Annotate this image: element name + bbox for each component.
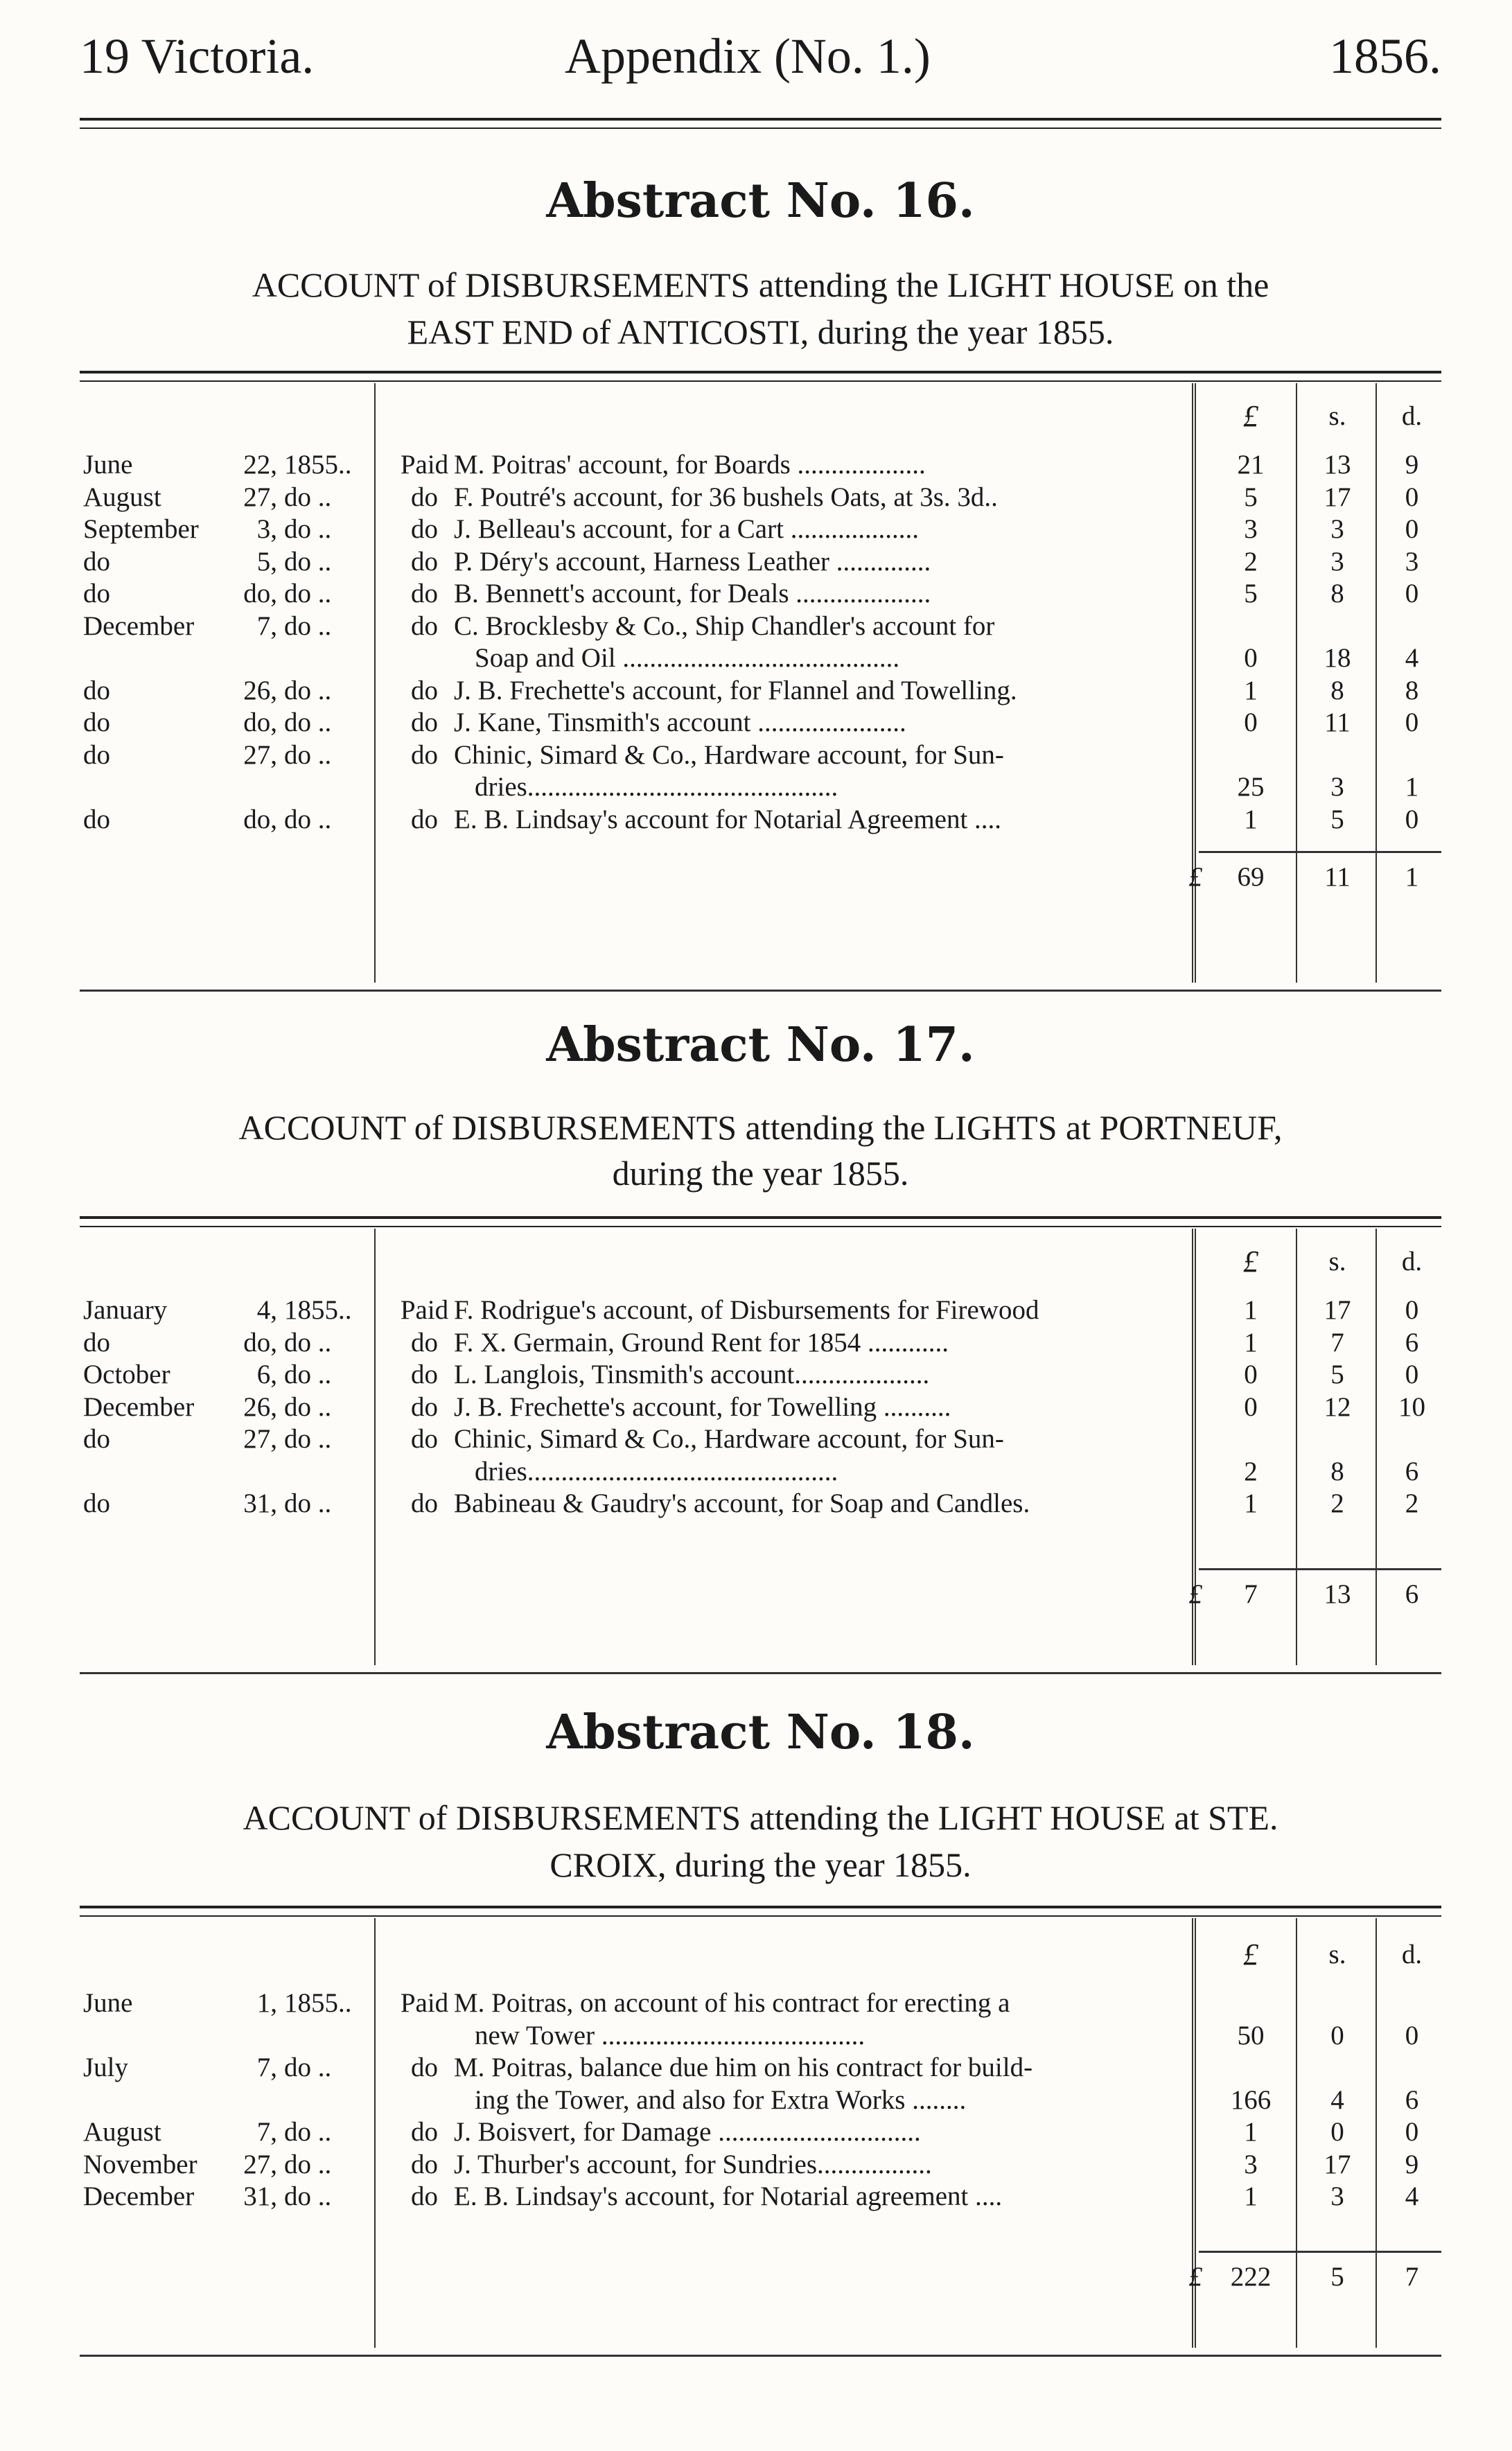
- amount-shillings: 3: [1330, 514, 1344, 544]
- amount-pounds: 1: [1244, 2181, 1258, 2211]
- amount-pounds: 1: [1244, 804, 1258, 834]
- amount-pounds: 166: [1230, 2084, 1272, 2115]
- amount-shillings: 8: [1330, 579, 1344, 608]
- amount-pence: 4: [1405, 2181, 1419, 2211]
- entry-description-continued: new Tower .......................................: [475, 2020, 865, 2050]
- entry-description: J. B. Frechette's account, for Flannel and Towelling.: [454, 675, 1017, 705]
- date-day: 4,: [256, 1295, 277, 1325]
- amount-pence: 0: [1405, 2020, 1419, 2050]
- date-year: 1855..: [284, 450, 352, 480]
- entry-description: B. Bennett's account, for Deals ....................: [454, 579, 931, 608]
- date-month: August: [83, 2117, 161, 2147]
- amount-pounds: 5: [1244, 482, 1258, 512]
- pounds-header: £: [1243, 399, 1258, 433]
- entry-description-continued: ing the Tower, and also for Extra Works ........: [475, 2084, 967, 2115]
- date-year: do ..: [284, 1360, 332, 1389]
- total-shillings: 5: [1330, 2262, 1344, 2292]
- amount-pence: 1: [1405, 772, 1419, 802]
- amount-pence: 0: [1405, 708, 1419, 737]
- entry-description: Chinic, Simard & Co., Hardware account, for Sun-: [454, 739, 1004, 770]
- entry-description: J. Belleau's account, for a Cart ...................: [454, 514, 919, 544]
- header-appendix: Appendix (No. 1.): [565, 28, 931, 84]
- date-year: do ..: [284, 739, 332, 770]
- amount-pounds: 1: [1244, 675, 1258, 705]
- amount-pence: 8: [1405, 675, 1419, 705]
- amount-pence: 0: [1405, 804, 1419, 834]
- pounds-header: £: [1243, 1938, 1258, 1971]
- date-day: do,: [243, 804, 277, 834]
- table-bottom-rule: [80, 1672, 1441, 1674]
- amount-pence: 0: [1405, 1360, 1419, 1389]
- paid-marker: do: [411, 739, 438, 770]
- date-day: 27,: [243, 482, 277, 512]
- amount-pence: 0: [1405, 482, 1419, 512]
- page-header: [80, 28, 1441, 90]
- date-day: 26,: [243, 1391, 277, 1422]
- date-month: do: [83, 1488, 110, 1518]
- amount-shillings: 0: [1330, 2020, 1344, 2050]
- abstract-title: Abstract No. 17.: [546, 1017, 975, 1073]
- entry-description: J. Kane, Tinsmith's account ......................: [454, 708, 906, 737]
- pounds-header: £: [1243, 1245, 1258, 1279]
- total-shillings: 11: [1324, 862, 1351, 892]
- amount-pounds: 3: [1244, 514, 1258, 544]
- amount-pence: 0: [1405, 514, 1419, 544]
- date-month: do: [83, 579, 110, 608]
- date-year: do ..: [284, 2053, 332, 2082]
- paid-marker: do: [411, 1360, 438, 1389]
- amount-pounds: 25: [1237, 772, 1265, 802]
- amount-pounds: 1: [1244, 1295, 1258, 1325]
- amount-pence: 0: [1405, 2117, 1419, 2147]
- amount-shillings: 18: [1324, 643, 1351, 673]
- date-year: do ..: [284, 1327, 332, 1358]
- date-day: do,: [243, 1327, 277, 1358]
- entry-description: L. Langlois, Tinsmith's account....................: [454, 1360, 930, 1389]
- date-year: 1855..: [284, 1988, 352, 2018]
- amount-pounds: 0: [1244, 643, 1258, 673]
- paid-marker: do: [411, 579, 438, 608]
- date-day: 1,: [256, 1988, 277, 2018]
- total-separator: [1199, 2251, 1441, 2253]
- table-bottom-rule: [80, 990, 1441, 992]
- amount-pence: 6: [1405, 1327, 1419, 1358]
- entry-description: C. Brocklesby & Co., Ship Chandler's account for: [454, 610, 995, 641]
- date-year: do ..: [284, 675, 332, 705]
- amount-shillings: 7: [1330, 1327, 1344, 1358]
- entry-description: P. Déry's account, Harness Leather ..............: [454, 546, 931, 577]
- date-year: do ..: [284, 579, 332, 608]
- date-day: 6,: [256, 1360, 277, 1389]
- date-day: 26,: [243, 675, 277, 705]
- total-shillings: 13: [1324, 1579, 1351, 1609]
- paid-marker: do: [411, 675, 438, 705]
- paid-marker: do: [411, 708, 438, 737]
- abstract-description-line2: EAST END of ANTICOSTI, during the year 1855.: [407, 313, 1114, 351]
- date-year: do ..: [284, 2149, 332, 2179]
- paid-marker: Paid: [400, 1988, 449, 2018]
- entry-description-continued: dries..............................................: [475, 772, 838, 802]
- paid-marker: do: [411, 610, 438, 641]
- date-month: August: [83, 482, 161, 512]
- column-divider: [1296, 383, 1297, 983]
- date-day: 3,: [256, 514, 277, 544]
- date-day: do,: [243, 579, 277, 608]
- date-day: do,: [243, 708, 277, 737]
- amount-shillings: 17: [1324, 1295, 1351, 1325]
- abstract-description-line1: ACCOUNT of DISBURSEMENTS attending the LIGHT HOUSE on the: [252, 265, 1269, 304]
- date-year: do ..: [284, 1424, 332, 1454]
- pence-header: d.: [1401, 1247, 1423, 1276]
- entry-description: F. Rodrigue's account, of Disbursements for Firewood: [454, 1295, 1039, 1325]
- amount-pence: 3: [1405, 546, 1419, 577]
- total-pence: 7: [1405, 2262, 1419, 2292]
- date-month: September: [83, 514, 199, 544]
- total-currency-symbol: £: [1188, 1579, 1202, 1609]
- amount-shillings: 17: [1324, 482, 1351, 512]
- paid-marker: do: [411, 546, 438, 577]
- date-day: 22,: [243, 450, 277, 480]
- date-month: do: [83, 1424, 110, 1454]
- abstract-description-line1: ACCOUNT of DISBURSEMENTS attending the LIGHT HOUSE at STE.: [243, 1798, 1278, 1837]
- paid-marker: do: [411, 1327, 438, 1358]
- table-bottom-rule: [80, 2355, 1441, 2357]
- date-year: do ..: [284, 610, 332, 641]
- date-month: December: [83, 610, 195, 641]
- date-month: do: [83, 675, 110, 705]
- amount-pence: 0: [1405, 1295, 1419, 1325]
- paid-marker: Paid: [400, 1295, 449, 1325]
- total-separator: [1199, 1568, 1441, 1570]
- date-year: do ..: [284, 1488, 332, 1518]
- entry-description: E. B. Lindsay's account for Notarial Agreement ....: [454, 804, 1002, 834]
- abstract-description-line1: ACCOUNT of DISBURSEMENTS attending the LIGHTS at PORTNEUF,: [238, 1108, 1283, 1147]
- entry-description: M. Poitras, balance due him on his contract for build-: [454, 2053, 1033, 2082]
- abstract-description-line2: during the year 1855.: [612, 1154, 909, 1193]
- paid-marker: do: [411, 1391, 438, 1422]
- date-month: December: [83, 2181, 195, 2211]
- amount-pounds: 50: [1237, 2020, 1265, 2050]
- entry-description-continued: dries..............................................: [475, 1456, 838, 1486]
- pence-header: d.: [1401, 1940, 1423, 1969]
- date-month: July: [83, 2053, 129, 2082]
- date-month: do: [83, 708, 110, 737]
- date-month: do: [83, 1327, 110, 1358]
- date-month: do: [83, 546, 110, 577]
- entry-description: E. B. Lindsay's account, for Notarial agreement ....: [454, 2181, 1003, 2211]
- column-divider: [1375, 383, 1377, 983]
- total-currency-symbol: £: [1188, 2262, 1202, 2292]
- date-day: 27,: [243, 1424, 277, 1454]
- amount-shillings: 8: [1330, 675, 1344, 705]
- amount-pounds: 0: [1244, 1360, 1258, 1389]
- paid-marker: do: [411, 1424, 438, 1454]
- entry-description-continued: Soap and Oil .........................................: [475, 643, 900, 673]
- amount-shillings: 13: [1324, 450, 1351, 480]
- pence-header: d.: [1401, 401, 1423, 431]
- amount-shillings: 17: [1324, 2149, 1351, 2179]
- amount-shillings: 8: [1330, 1456, 1344, 1486]
- amount-shillings: 12: [1324, 1391, 1351, 1422]
- date-day: 7,: [256, 2117, 277, 2147]
- disbursement-table: [80, 1229, 1441, 1665]
- abstract-title: Abstract No. 16.: [546, 173, 975, 229]
- disbursement-table: [80, 383, 1441, 983]
- date-month: June: [83, 450, 133, 480]
- entry-description: M. Poitras' account, for Boards ...................: [454, 450, 926, 480]
- abstract-title: Abstract No. 18.: [546, 1705, 975, 1760]
- column-divider: [374, 1229, 376, 1665]
- amount-pence: 10: [1398, 1391, 1425, 1422]
- date-month: January: [83, 1295, 168, 1325]
- paid-marker: do: [411, 1488, 438, 1518]
- amount-shillings: 0: [1330, 2117, 1344, 2147]
- amount-pounds: 21: [1237, 450, 1265, 480]
- disbursement-table: [80, 1918, 1441, 2348]
- date-year: do ..: [284, 514, 332, 544]
- amount-pounds: 2: [1244, 1456, 1258, 1486]
- amount-pounds: 5: [1244, 579, 1258, 608]
- date-year: do ..: [284, 2117, 332, 2147]
- total-pounds: 7: [1244, 1579, 1258, 1609]
- total-currency-symbol: £: [1188, 862, 1202, 892]
- paid-marker: do: [411, 2181, 438, 2211]
- date-year: do ..: [284, 804, 332, 834]
- total-pence: 1: [1405, 862, 1419, 892]
- table-top-rule: [80, 1906, 1441, 1917]
- date-year: 1855..: [284, 1295, 352, 1325]
- amount-shillings: 3: [1330, 546, 1344, 577]
- table-top-rule: [80, 371, 1441, 382]
- paid-marker: do: [411, 804, 438, 834]
- date-month: do: [83, 739, 110, 770]
- entry-description: M. Poitras, on account of his contract for erecting a: [454, 1988, 1010, 2018]
- header-session: 19 Victoria.: [80, 28, 315, 84]
- amount-pounds: 3: [1244, 2149, 1258, 2179]
- amount-shillings: 5: [1330, 804, 1344, 834]
- date-month: June: [83, 1988, 133, 2018]
- date-month: October: [83, 1360, 170, 1389]
- header-rule: [80, 118, 1441, 129]
- total-pence: 6: [1405, 1579, 1419, 1609]
- amount-pence: 6: [1405, 2084, 1419, 2115]
- entry-description: J. B. Frechette's account, for Towelling ..........: [454, 1391, 951, 1422]
- header-year: 1856.: [1329, 28, 1441, 84]
- paid-marker: do: [411, 2117, 438, 2147]
- total-separator: [1199, 851, 1441, 853]
- shillings-header: s.: [1328, 1940, 1346, 1969]
- amount-shillings: 4: [1330, 2084, 1344, 2115]
- amount-pence: 2: [1405, 1488, 1419, 1518]
- entry-description: F. X. Germain, Ground Rent for 1854 ............: [454, 1327, 949, 1358]
- amount-pounds: 1: [1244, 1327, 1258, 1358]
- entry-description: Chinic, Simard & Co., Hardware account, for Sun-: [454, 1424, 1004, 1454]
- date-year: do ..: [284, 482, 332, 512]
- amount-shillings: 2: [1330, 1488, 1344, 1518]
- column-divider: [1375, 1229, 1377, 1665]
- amount-shillings: 11: [1324, 708, 1351, 737]
- total-pounds: 69: [1237, 862, 1265, 892]
- paid-marker: do: [411, 2149, 438, 2179]
- date-day: 27,: [243, 739, 277, 770]
- amount-shillings: 5: [1330, 1360, 1344, 1389]
- date-day: 7,: [256, 2053, 277, 2082]
- amount-shillings: 3: [1330, 2181, 1344, 2211]
- amount-shillings: 3: [1330, 772, 1344, 802]
- amount-pounds: 2: [1244, 546, 1258, 577]
- paid-marker: Paid: [400, 450, 449, 480]
- column-divider: [1296, 1229, 1297, 1665]
- column-divider: [1375, 1918, 1377, 2348]
- date-day: 31,: [243, 2181, 277, 2211]
- amount-pounds: 0: [1244, 708, 1258, 737]
- entry-description: F. Poutré's account, for 36 bushels Oats, at 3s. 3d..: [454, 482, 998, 512]
- column-divider: [1296, 1918, 1297, 2348]
- amount-pence: 4: [1405, 643, 1419, 673]
- date-day: 27,: [243, 2149, 277, 2179]
- entry-description: Babineau & Gaudry's account, for Soap and Candles.: [454, 1488, 1030, 1518]
- column-divider: [374, 383, 376, 983]
- entry-description: J. Boisvert, for Damage ..............................: [454, 2117, 921, 2147]
- date-month: December: [83, 1391, 195, 1422]
- column-divider: [374, 1918, 376, 2348]
- paid-marker: do: [411, 2053, 438, 2082]
- paid-marker: do: [411, 482, 438, 512]
- date-year: do ..: [284, 1391, 332, 1422]
- date-month: do: [83, 804, 110, 834]
- date-day: 31,: [243, 1488, 277, 1518]
- amount-pounds: 1: [1244, 1488, 1258, 1518]
- shillings-header: s.: [1328, 1247, 1346, 1276]
- amount-pence: 9: [1405, 450, 1419, 480]
- date-day: 5,: [256, 546, 277, 577]
- total-pounds: 222: [1230, 2262, 1272, 2292]
- amount-pence: 9: [1405, 2149, 1419, 2179]
- amount-pounds: 1: [1244, 2117, 1258, 2147]
- date-year: do ..: [284, 2181, 332, 2211]
- date-year: do ..: [284, 708, 332, 737]
- date-year: do ..: [284, 546, 332, 577]
- abstract-description-line2: CROIX, during the year 1855.: [550, 1845, 972, 1884]
- amount-pence: 6: [1405, 1456, 1419, 1486]
- date-day: 7,: [256, 610, 277, 641]
- date-month: November: [83, 2149, 197, 2179]
- entry-description: J. Thurber's account, for Sundries.................: [454, 2149, 932, 2179]
- amount-pounds: 0: [1244, 1391, 1258, 1422]
- amount-pence: 0: [1405, 579, 1419, 608]
- shillings-header: s.: [1328, 401, 1346, 431]
- table-top-rule: [80, 1216, 1441, 1227]
- paid-marker: do: [411, 514, 438, 544]
